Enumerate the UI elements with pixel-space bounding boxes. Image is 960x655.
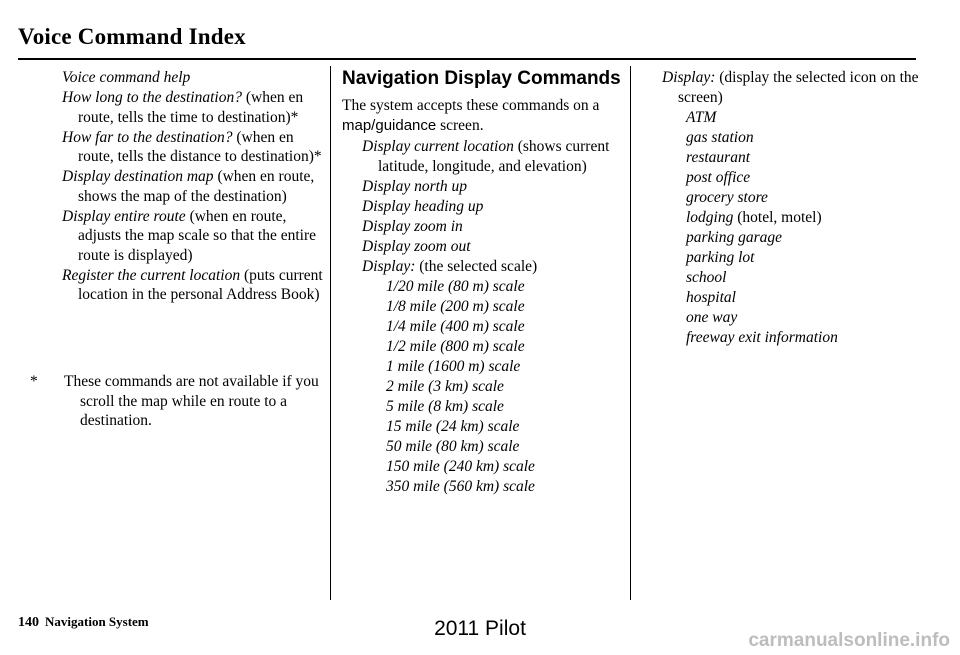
screen-name: map/guidance	[342, 116, 437, 134]
icon-item: lodging (hotel, motel)	[686, 208, 822, 226]
scale-item: 2 mile (3 km) scale	[386, 377, 504, 395]
page-title: Voice Command Index	[18, 24, 246, 49]
list-item: Display destination map (when en route, shows the map of the destination)	[62, 168, 315, 205]
scale-item: 1/4 mile (400 m) scale	[386, 317, 525, 335]
icon-item: grocery store	[686, 188, 768, 206]
footnote	[30, 372, 322, 431]
list-item: How long to the destination? (when en route, tells the time to destination)*	[62, 89, 304, 126]
icon-item: freeway exit information	[686, 328, 838, 346]
list-item: Display zoom in	[362, 217, 463, 235]
list-item: Display heading up	[362, 197, 484, 215]
icon-item: post office	[686, 168, 751, 186]
scale-item: 15 mile (24 km) scale	[386, 417, 520, 435]
scale-item: 150 mile (240 km) scale	[386, 457, 535, 475]
icon-item: one way	[686, 308, 738, 326]
watermark-model: 2011 Pilot	[434, 617, 526, 640]
icon-item: parking garage	[686, 228, 783, 246]
title-rule	[18, 58, 916, 60]
list-item: Display: (display the selected icon on the screen)	[662, 69, 919, 106]
icon-item: gas station	[686, 128, 754, 146]
scale-item: 50 mile (80 km) scale	[386, 437, 520, 455]
icon-item: hospital	[686, 288, 736, 306]
footer-section: Navigation System	[45, 614, 149, 629]
icon-item: parking lot	[686, 248, 755, 266]
column-3	[662, 68, 920, 348]
scale-item: 1/8 mile (200 m) scale	[386, 297, 525, 315]
column-2	[342, 68, 622, 497]
column-divider	[630, 66, 631, 600]
footnote-marker: *	[30, 373, 38, 390]
scale-item: 1/2 mile (800 m) scale	[386, 337, 525, 355]
icon-item: school	[686, 268, 727, 286]
list-item: Display: (the selected scale)	[362, 257, 538, 275]
intro-text: The system accepts these commands on a map/guidance screen.	[342, 97, 600, 134]
list-item: Display zoom out	[362, 237, 471, 255]
section-heading: Navigation Display Commands	[342, 68, 621, 89]
list-item: Display entire route (when en route, adjusts the map scale so that the entire route is displayed)	[62, 207, 317, 264]
icon-item: restaurant	[686, 148, 751, 166]
scale-item: 5 mile (8 km) scale	[386, 397, 504, 415]
watermark-site: carmanualsonline.info	[748, 630, 950, 651]
list-item: Display north up	[362, 177, 468, 195]
list-item: Display current location (shows current latitude, longitude, and elevation)	[362, 138, 610, 175]
column-divider	[330, 66, 331, 600]
scale-item: 1/20 mile (80 m) scale	[386, 277, 525, 295]
list-item: Voice command help	[62, 69, 191, 86]
scale-item: 1 mile (1600 m) scale	[386, 357, 521, 375]
footnote-text: These commands are not available if you scroll the map while en route to a destination.	[64, 373, 319, 429]
column-1	[62, 68, 324, 305]
list-item: How far to the destination? (when en route, tells the distance to destination)*	[62, 128, 322, 165]
list-item: Register the current location (puts current location in the personal Address Book)	[62, 266, 323, 303]
page-number: 140	[18, 615, 39, 630]
scale-item: 350 mile (560 km) scale	[386, 477, 535, 495]
icon-item: ATM	[686, 108, 717, 126]
